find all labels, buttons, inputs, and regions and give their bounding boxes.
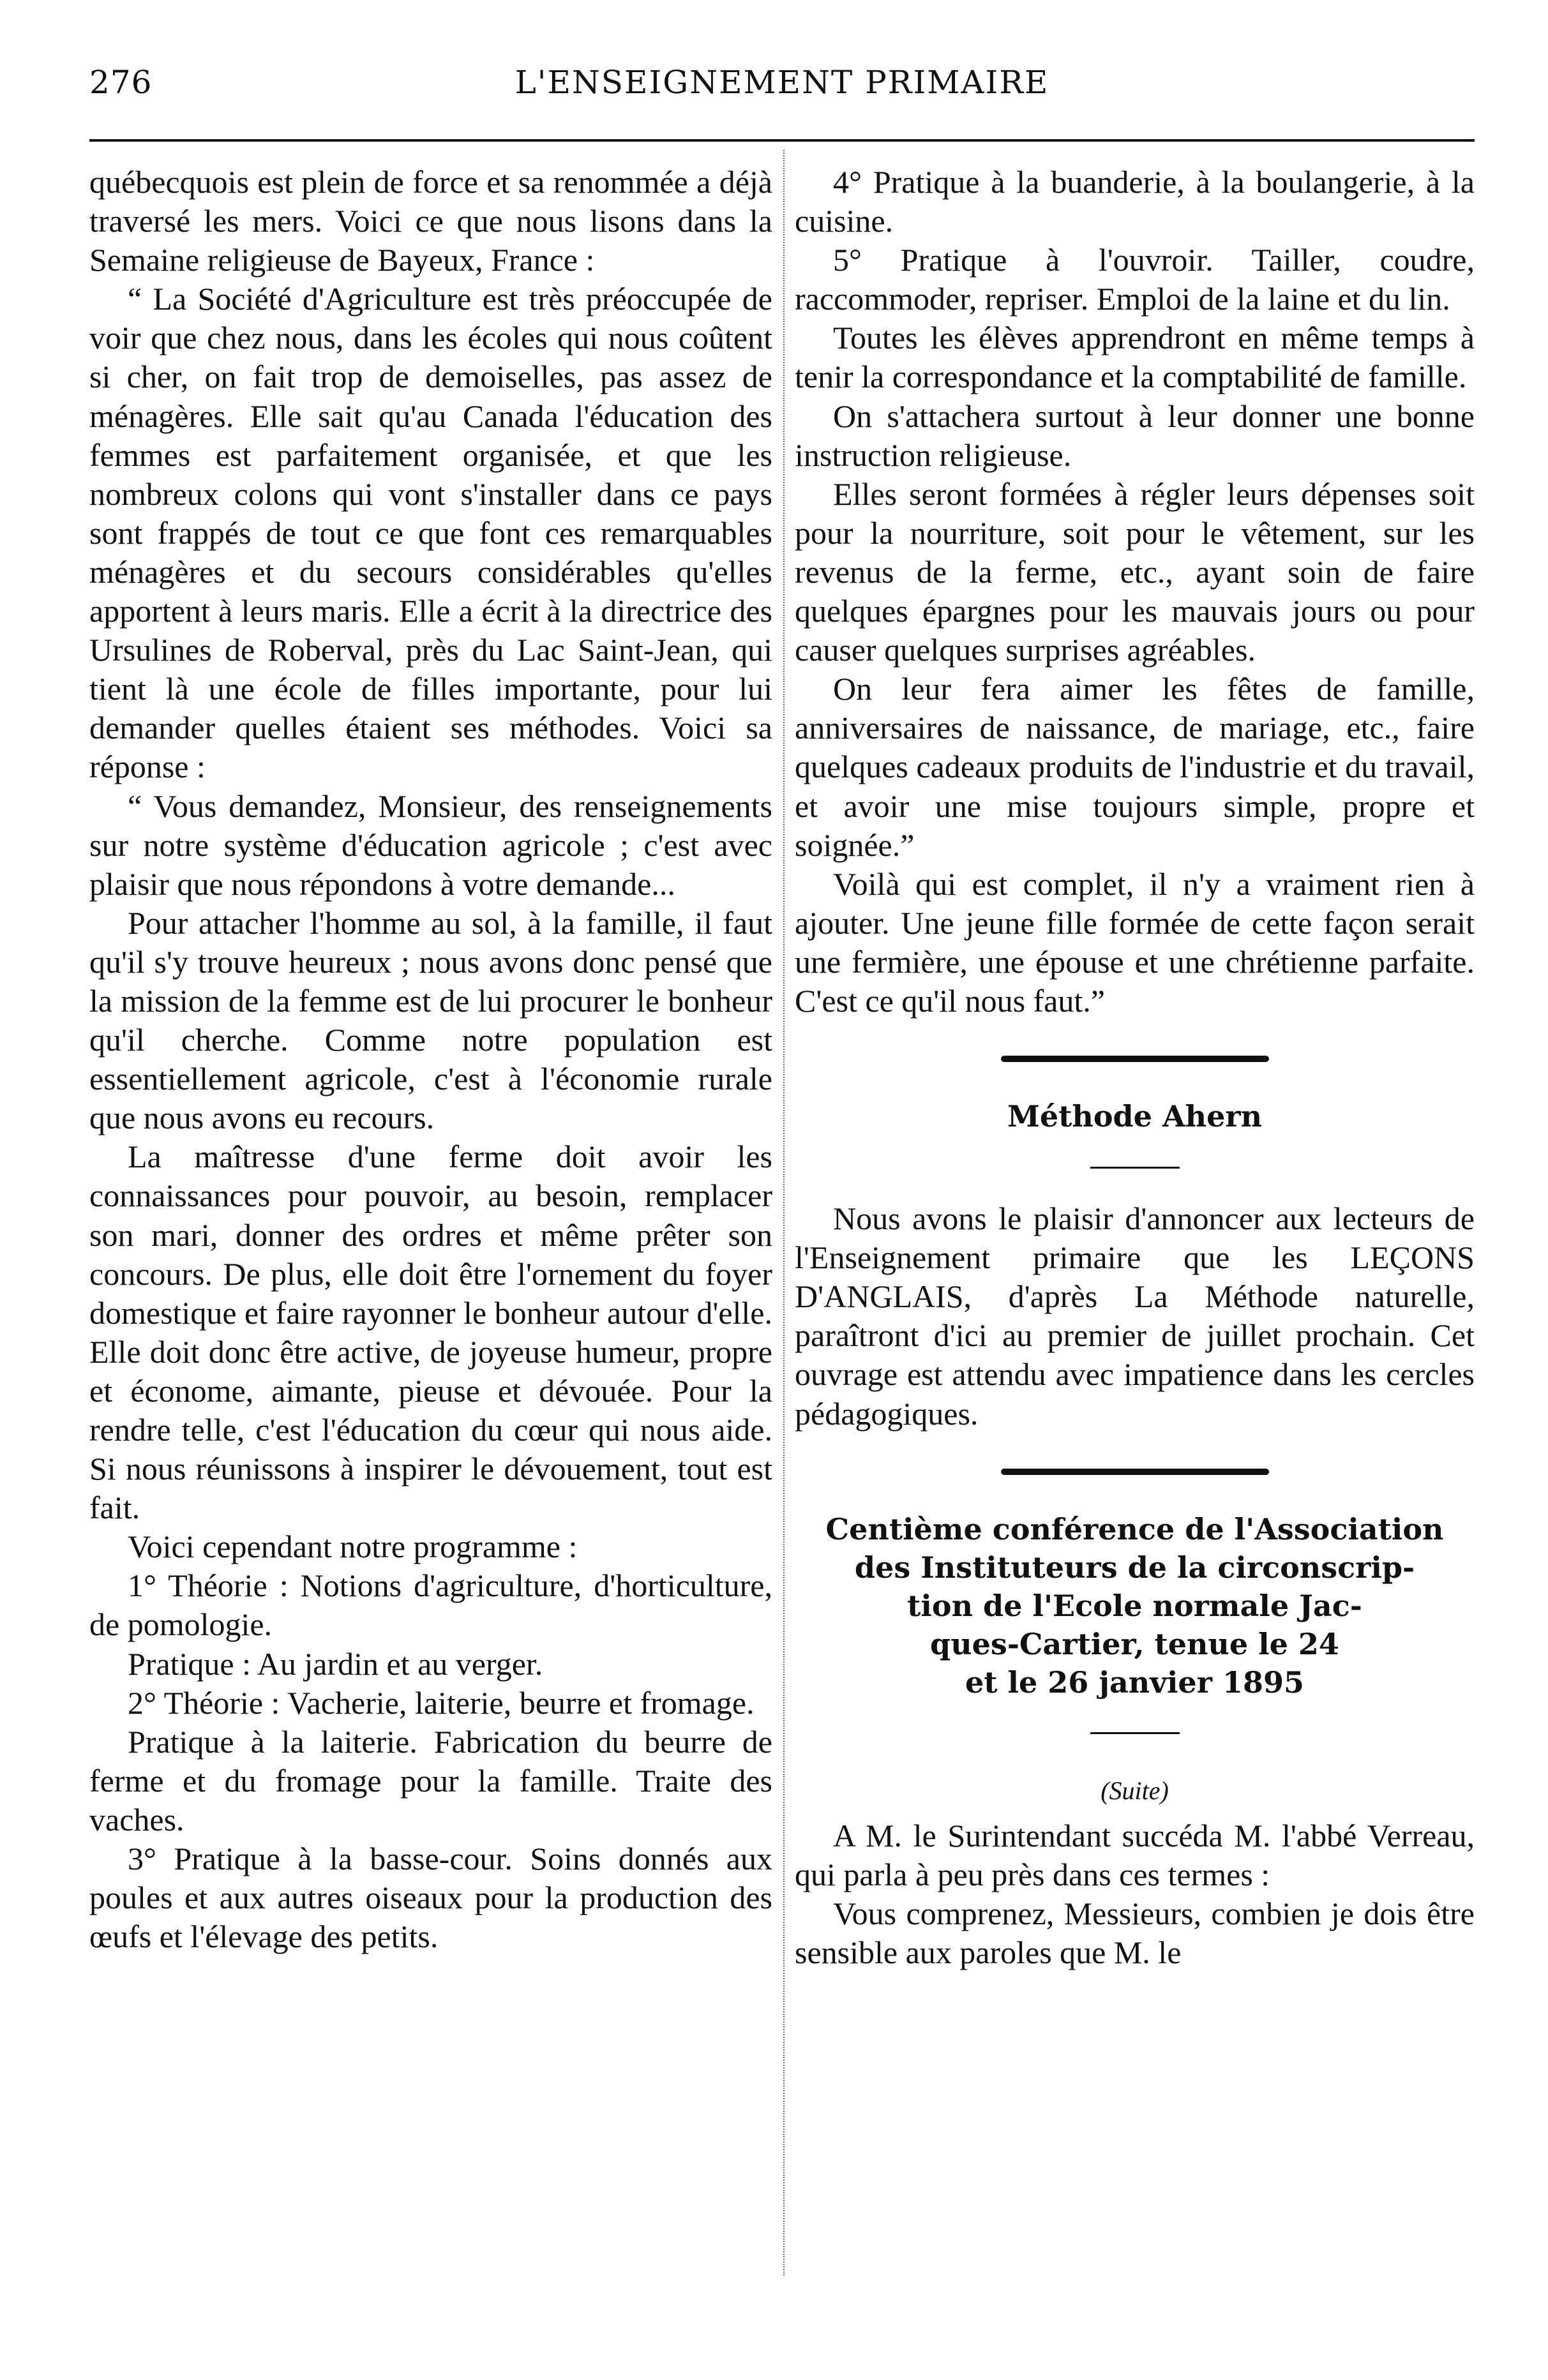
section-title-line: des Instituteurs de la circonscrip- bbox=[854, 1550, 1415, 1585]
paragraph: A M. le Surintendant succéda M. l'abbé Verreau, qui parla à peu près dans ces termes : bbox=[795, 1817, 1475, 1892]
paragraph: Pratique à la laiterie. Fabrication du beurre de ferme et du fromage pour la famille. Traite des vaches. bbox=[89, 1723, 772, 1837]
paragraph: Vous comprenez, Messieurs, combien je dois être sensible aux paroles que M. le bbox=[795, 1895, 1475, 1970]
paragraph: Nous avons le plaisir d'annoncer aux lecteurs de l'Enseignement primaire que les LEÇONS D'ANGLAIS, d'après La Méthode naturelle, paraîtront d'ici au premier de juillet prochain. Cet ouvrage est attendu avec impatience dans les cercles pédagogiques. bbox=[795, 1201, 1475, 1432]
section-ornament bbox=[795, 1021, 1475, 1097]
section-title-line: tion de l'Ecole normale Jac- bbox=[907, 1588, 1362, 1623]
section-ornament bbox=[795, 1433, 1475, 1510]
page-number: 276 bbox=[89, 64, 153, 101]
paragraph: “ Vous demandez, Monsieur, des renseignements sur notre système d'éducation agricole ; c'est avec plaisir que nous répondons à votre demande... bbox=[89, 788, 772, 902]
paragraph: 5° Pratique à l'ouvroir. Tailler, coudre, raccommoder, repriser. Emploi de la laine et du lin. bbox=[795, 242, 1475, 317]
paragraph: Pour attacher l'homme au sol, à la famille, il faut qu'il s'y trouve heureux ; nous avons donc pensé que la mission de la femme est de lui procurer le bonheur qu'il cherche. Comme notre population est essentiellement agricole, c'est à l'économie rurale que nous avons eu recours. bbox=[89, 904, 772, 1136]
running-head: L'ENSEIGNEMENT PRIMAIRE bbox=[515, 64, 1049, 101]
suite-label: (Suite) bbox=[1101, 1776, 1169, 1805]
section-title-line: Centième conférence de l'Association bbox=[825, 1511, 1444, 1546]
section-title-line: et le 26 janvier 1895 bbox=[965, 1665, 1304, 1700]
section-title-block bbox=[795, 1510, 1475, 1702]
paragraph: 1° Théorie : Notions d'agriculture, d'horticulture, de pomologie. bbox=[89, 1568, 772, 1643]
paragraph: québecquois est plein de force et sa renommée a déjà traversé les mers. Voici ce que nous lisons dans la Semaine religieuse de Bayeux, France : bbox=[89, 164, 772, 278]
right-column bbox=[795, 163, 1475, 2346]
short-rule bbox=[795, 1135, 1475, 1199]
paragraph: La maîtresse d'une ferme doit avoir les connaissances pour pouvoir, au besoin, remplacer son mari, donner des ordres et même prêter son concours. De plus, elle doit être l'ornement du foyer domestique et faire rayonner le bonheur autour d'elle. Elle doit donc être active, de joyeuse humeur, propre et économe, aimante, pieuse et dévouée. Pour la rendre telle, c'est l'éducation du cœur qui nous aide. Si nous réunissons à inspirer le dévouement, tout est fait. bbox=[89, 1139, 772, 1526]
header-rule bbox=[89, 139, 1475, 142]
paragraph: Voici cependant notre programme : bbox=[128, 1529, 578, 1565]
short-rule bbox=[795, 1702, 1475, 1765]
paragraph: 2° Théorie : Vacherie, laiterie, beurre et fromage. bbox=[128, 1684, 755, 1721]
page-header bbox=[89, 64, 1475, 115]
left-column bbox=[89, 163, 772, 2346]
column-divider bbox=[783, 150, 786, 2275]
paragraph: 3° Pratique à la basse-cour. Soins donnés aux poules et aux autres oiseaux pour la production des œufs et l'élevage des petits. bbox=[89, 1841, 772, 1955]
paragraph: Toutes les élèves apprendront en même temps à tenir la correspondance et la comptabilité de famille. bbox=[795, 320, 1475, 395]
paragraph: Elles seront formées à régler leurs dépenses soit pour la nourriture, soit pour le vêtement, sur les revenus de la ferme, etc., ayant soin de faire quelques épargnes pour les mauvais jours ou pour causer quelques surprises agréables. bbox=[795, 475, 1475, 668]
paragraph: On s'attachera surtout à leur donner une bonne instruction religieuse. bbox=[795, 398, 1475, 473]
paragraph: On leur fera aimer les fêtes de famille, anniversaires de naissance, de mariage, etc., faire quelques cadeaux produits de l'industrie et du travail, et avoir une mise toujours simple, propre et soignée.” bbox=[795, 671, 1475, 863]
paragraph: “ La Société d'Agriculture est très préoccupée de voir que chez nous, dans les écoles qui nous coûtent si cher, on fait trop de demoiselles, pas assez de ménagères. Elle sait qu'au Canada l'éducation des femmes est parfaitement organisée, et que les nombreux colons qui vont s'installer dans ce pays sont frappés de tout ce que font ces remarquables ménagères et du secours considérables qu'elles apportent à leurs maris. Elle a écrit à la directrice des Ursulines de Roberval, près du Lac Saint-Jean, qui tient là une école de filles importante, pour lui demander quelles étaient ses méthodes. Voici sa réponse : bbox=[89, 281, 772, 785]
section-title: Méthode Ahern bbox=[1007, 1099, 1263, 1134]
section-title-line: ques-Cartier, tenue le 24 bbox=[930, 1626, 1339, 1661]
paragraph: Pratique : Au jardin et au verger. bbox=[128, 1645, 543, 1682]
paragraph: 4° Pratique à la buanderie, à la boulangerie, à la cuisine. bbox=[795, 164, 1475, 239]
paragraph: Voilà qui est complet, il n'y a vraiment rien à ajouter. Une jeune fille formée de cette façon serait une fermière, une épouse et une chrétienne parfaite. C'est ce qu'il nous faut.” bbox=[795, 865, 1475, 1019]
